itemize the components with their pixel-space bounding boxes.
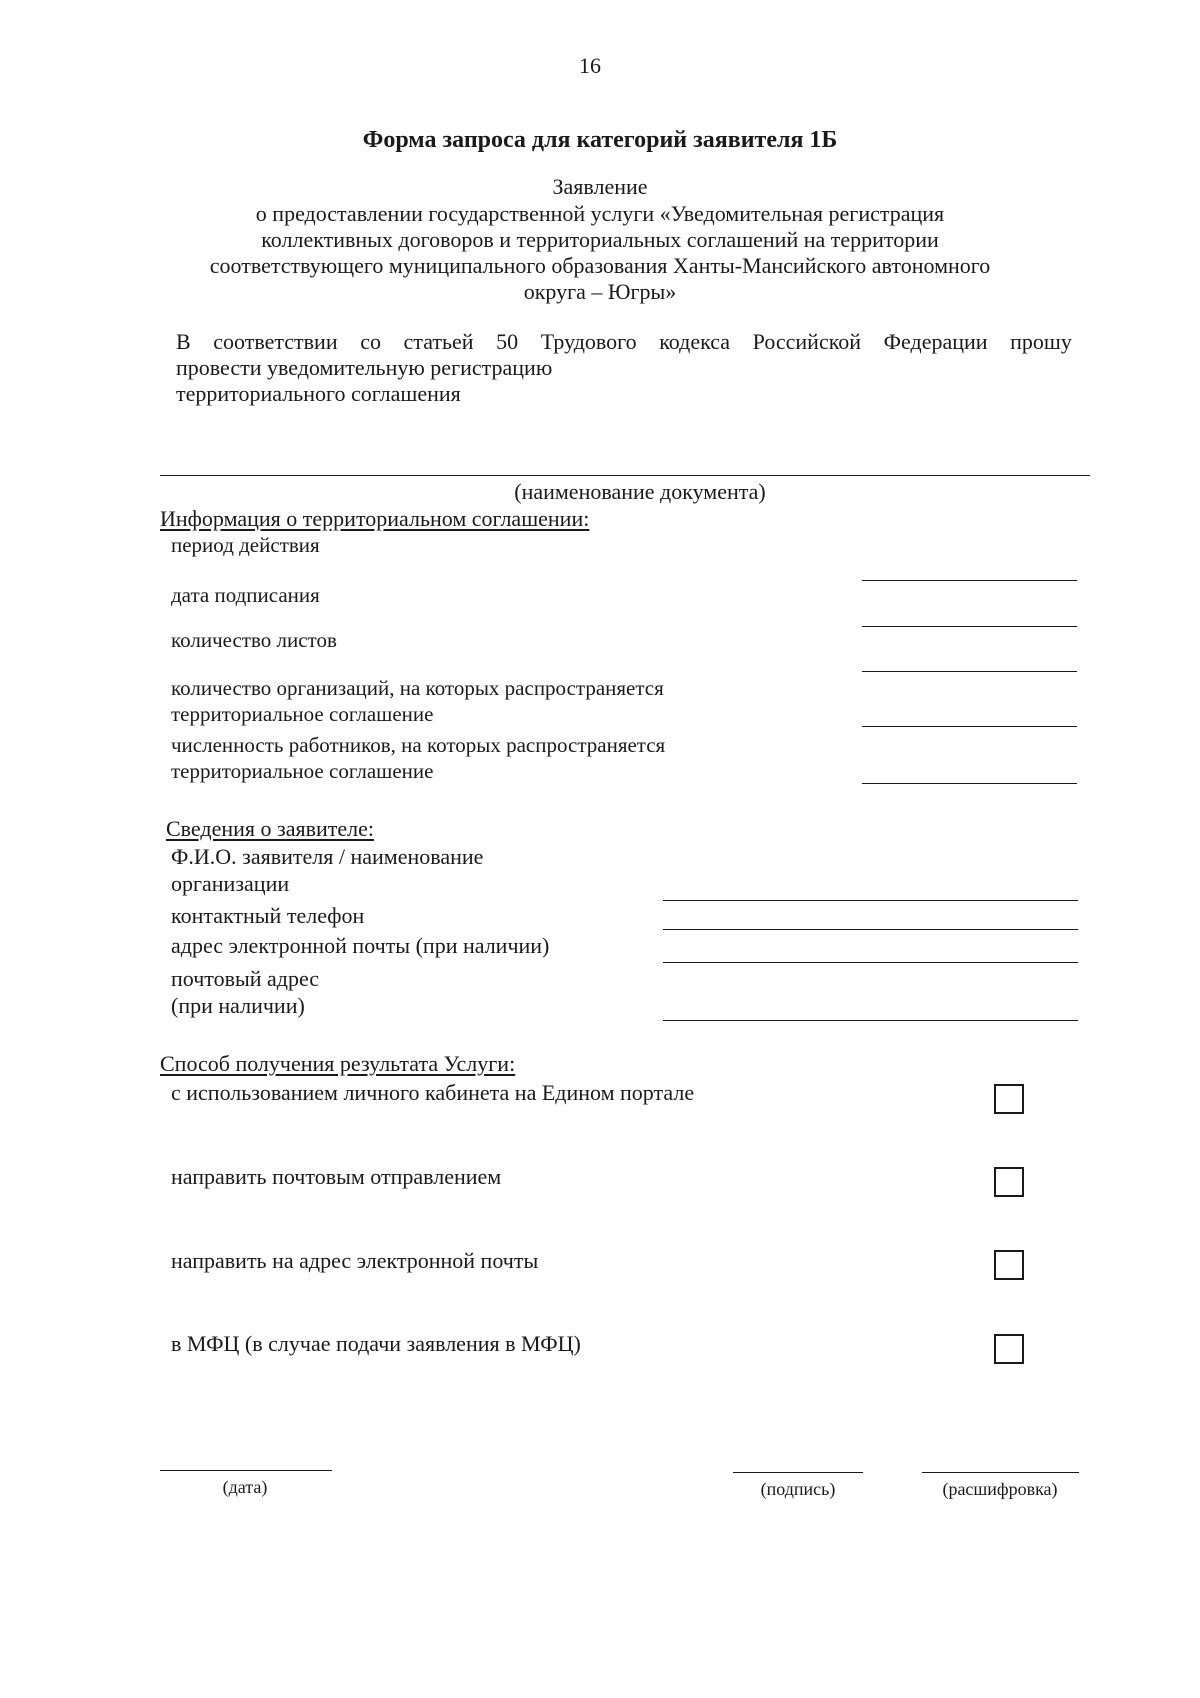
delivery-heading: Способ получения результата Услуги:: [160, 1051, 516, 1076]
signing-date-field-line[interactable]: [862, 626, 1077, 627]
delivery-option-email-label: направить на адрес электронной почты: [171, 1248, 539, 1273]
orgs-field-line[interactable]: [862, 726, 1077, 727]
agreement-info-heading: Информация о территориальном соглашении:: [160, 506, 590, 531]
applicant-info-heading: Сведения о заявителе:: [166, 816, 375, 841]
intro-word: Трудового: [540, 329, 637, 354]
postal-field-line[interactable]: [663, 1020, 1078, 1021]
statement-line: о предоставлении государственной услуги «Уведомительная регистрация: [255, 201, 945, 226]
signature-line[interactable]: [733, 1472, 863, 1473]
delivery-option-portal-checkbox[interactable]: [994, 1084, 1024, 1114]
sheets-field-line[interactable]: [862, 671, 1077, 672]
email-field-line[interactable]: [663, 962, 1078, 963]
period-field-line[interactable]: [862, 580, 1077, 581]
statement-line: коллективных договоров и территориальных соглашений на территории: [261, 227, 939, 252]
field-label-orgs-cont: территориальное соглашение: [171, 702, 434, 726]
phone-field-line[interactable]: [663, 929, 1078, 930]
statement-line: округа – Югры»: [523, 279, 677, 304]
delivery-option-portal-label: с использованием личного кабинета на Едином портале: [171, 1080, 695, 1105]
field-label-email: адрес электронной почты (при наличии): [171, 933, 550, 958]
field-label-applicant-name: Ф.И.О. заявителя / наименование: [171, 844, 484, 869]
delivery-option-mfc-checkbox[interactable]: [994, 1334, 1024, 1364]
field-label-postal: почтовый адрес: [171, 966, 320, 991]
page-number: 16: [579, 53, 601, 78]
document-name-caption: (наименование документа): [514, 479, 766, 504]
signature-caption: (подпись): [760, 1479, 836, 1499]
document-name-line[interactable]: [160, 475, 1090, 476]
field-label-workers: численность работников, на которых распространяется: [171, 733, 666, 757]
workers-field-line[interactable]: [862, 783, 1077, 784]
date-caption: (дата): [222, 1477, 268, 1497]
delivery-option-mfc-label: в МФЦ (в случае подачи заявления в МФЦ): [171, 1331, 581, 1356]
field-label-signing-date: дата подписания: [171, 583, 320, 607]
field-label-postal-cont: (при наличии): [171, 993, 305, 1018]
intro-word: 50: [496, 329, 519, 354]
field-label-sheets: количество листов: [171, 628, 337, 652]
date-line[interactable]: [160, 1470, 332, 1471]
intro-word: Федерации: [883, 329, 988, 354]
delivery-option-mail-checkbox[interactable]: [994, 1167, 1024, 1197]
field-label-orgs: количество организаций, на которых распространяется: [171, 676, 664, 700]
field-label-applicant-name-cont: организации: [171, 871, 290, 896]
intro-line-3: территориального соглашения: [176, 381, 461, 406]
field-label-workers-cont: территориальное соглашение: [171, 759, 434, 783]
intro-word: В: [176, 329, 191, 354]
intro-word: соответствии: [213, 329, 338, 354]
delivery-option-email-checkbox[interactable]: [994, 1250, 1024, 1280]
applicant-name-field-line[interactable]: [663, 900, 1078, 901]
field-label-period: период действия: [171, 533, 320, 557]
field-label-phone: контактный телефон: [171, 903, 365, 928]
intro-line-2: провести уведомительную регистрацию: [176, 355, 553, 380]
intro-word: со: [360, 329, 381, 354]
intro-word: кодекса: [659, 329, 731, 354]
intro-word: статьей: [403, 329, 474, 354]
transcript-caption: (расшифровка): [942, 1479, 1058, 1499]
intro-word: Российской: [752, 329, 862, 354]
transcript-line[interactable]: [922, 1472, 1079, 1473]
delivery-option-mail-label: направить почтовым отправлением: [171, 1164, 502, 1189]
intro-line-1: [176, 328, 1072, 355]
statement-line: соответствующего муниципального образования Ханты-Мансийского автономного: [209, 253, 991, 278]
statement-heading: Заявление: [552, 174, 648, 199]
intro-word: прошу: [1010, 329, 1072, 354]
form-title: Форма запроса для категорий заявителя 1Б: [362, 127, 838, 153]
